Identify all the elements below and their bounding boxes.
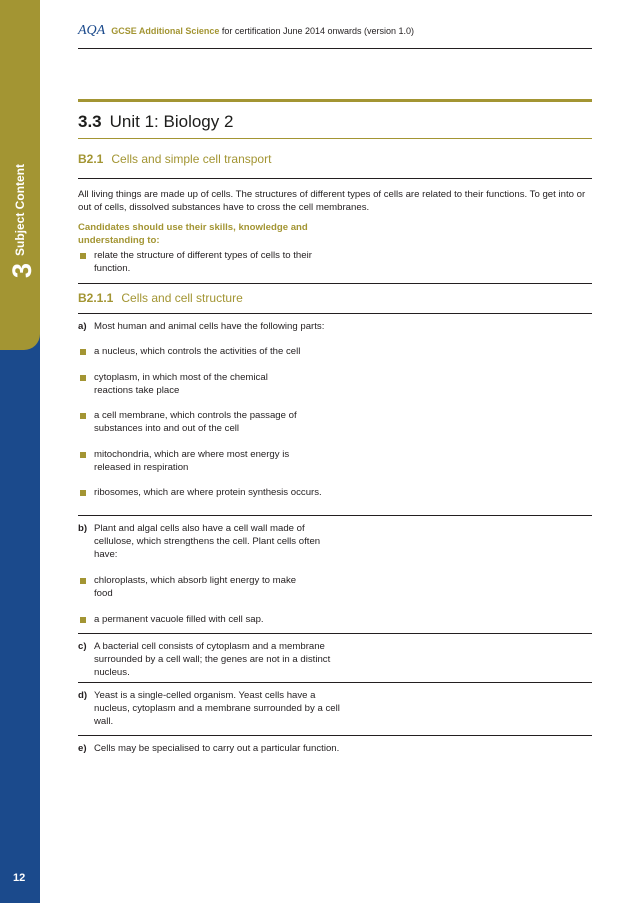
b21-divider (78, 178, 592, 179)
page-header (78, 22, 414, 40)
item-b-divider (78, 633, 592, 634)
item-a-label: a) (78, 321, 87, 332)
b211-heading (78, 291, 243, 305)
item-c-label: c) (78, 641, 87, 652)
item-e-label: e) (78, 743, 87, 754)
section-title-number: 3.3 (78, 112, 102, 131)
section-number: 3 (7, 262, 37, 278)
section-title-rule (78, 138, 592, 139)
a-bullet-nucleus: a nucleus, which controls the activities of the cell (94, 345, 334, 358)
header-divider (78, 48, 592, 49)
b21-candidates: Candidates should use their skills, knowledge and understanding to: (78, 222, 308, 246)
aqa-logo: AQA (78, 23, 106, 38)
section-title-text: Unit 1: Biology 2 (109, 112, 234, 131)
item-e-text: Cells may be specialised to carry out a particular function. (94, 743, 340, 754)
item-b-text: Plant and algal cells also have a cell wall made of cellulose, which strengthens the cell. Plant cells often have: (94, 523, 321, 560)
b211-code: B2.1.1 (78, 291, 114, 305)
header-title (111, 26, 414, 36)
item-a (78, 320, 348, 333)
b211-top-divider (78, 283, 592, 284)
b211-title: Cells and cell structure (121, 291, 243, 305)
item-b-label: b) (78, 523, 88, 534)
b21-code: B2.1 (78, 152, 104, 166)
a-bullet-mitochondria: mitochondria, which are where most energy is released in respiration (94, 448, 319, 474)
section-label: Subject Content (13, 164, 27, 256)
item-c-divider (78, 682, 592, 683)
section-title (78, 112, 233, 132)
item-c (78, 640, 338, 679)
b21-skill: relate the structure of different types of cells to their function. (94, 249, 314, 275)
item-a-divider (78, 515, 592, 516)
b211-divider (78, 313, 592, 314)
item-c-text: A bacterial cell consists of cytoplasm and a membrane surrounded by a cell wall; the genes are not in a distinct nucleus. (94, 641, 331, 678)
b21-intro: All living things are made up of cells. The structures of different types of cells are related to their functions. To get into or out of cells, dissolved substances have to cross the cell membranes. (78, 189, 586, 213)
a-bullet-membrane: a cell membrane, which controls the passage of substances into and out of the cell (94, 409, 319, 435)
b21-title: Cells and simple cell transport (111, 152, 272, 166)
b-bullet-vacuole: a permanent vacuole filled with cell sap. (94, 613, 334, 626)
b-bullet-chloroplasts: chloroplasts, which absorb light energy to make food (94, 574, 304, 600)
item-e (78, 742, 478, 755)
item-b (78, 522, 330, 561)
item-d-divider (78, 735, 592, 736)
item-a-text: Most human and animal cells have the following parts: (94, 321, 325, 332)
page-number: 12 (13, 872, 26, 884)
header-title-bold: GCSE Additional Science (111, 26, 220, 36)
section-title-bar (78, 99, 592, 102)
item-d (78, 689, 348, 728)
a-bullet-cytoplasm: cytoplasm, in which most of the chemical reactions take place (94, 371, 309, 397)
a-bullet-ribosomes: ribosomes, which are where protein synthesis occurs. (94, 486, 324, 499)
header-title-rest: for certification June 2014 onwards (version 1.0) (219, 26, 415, 36)
item-d-label: d) (78, 690, 88, 701)
item-d-text: Yeast is a single-celled organism. Yeast cells have a nucleus, cytoplasm and a membrane surrounded by a cell wall. (94, 690, 340, 727)
b21-heading (78, 152, 271, 166)
